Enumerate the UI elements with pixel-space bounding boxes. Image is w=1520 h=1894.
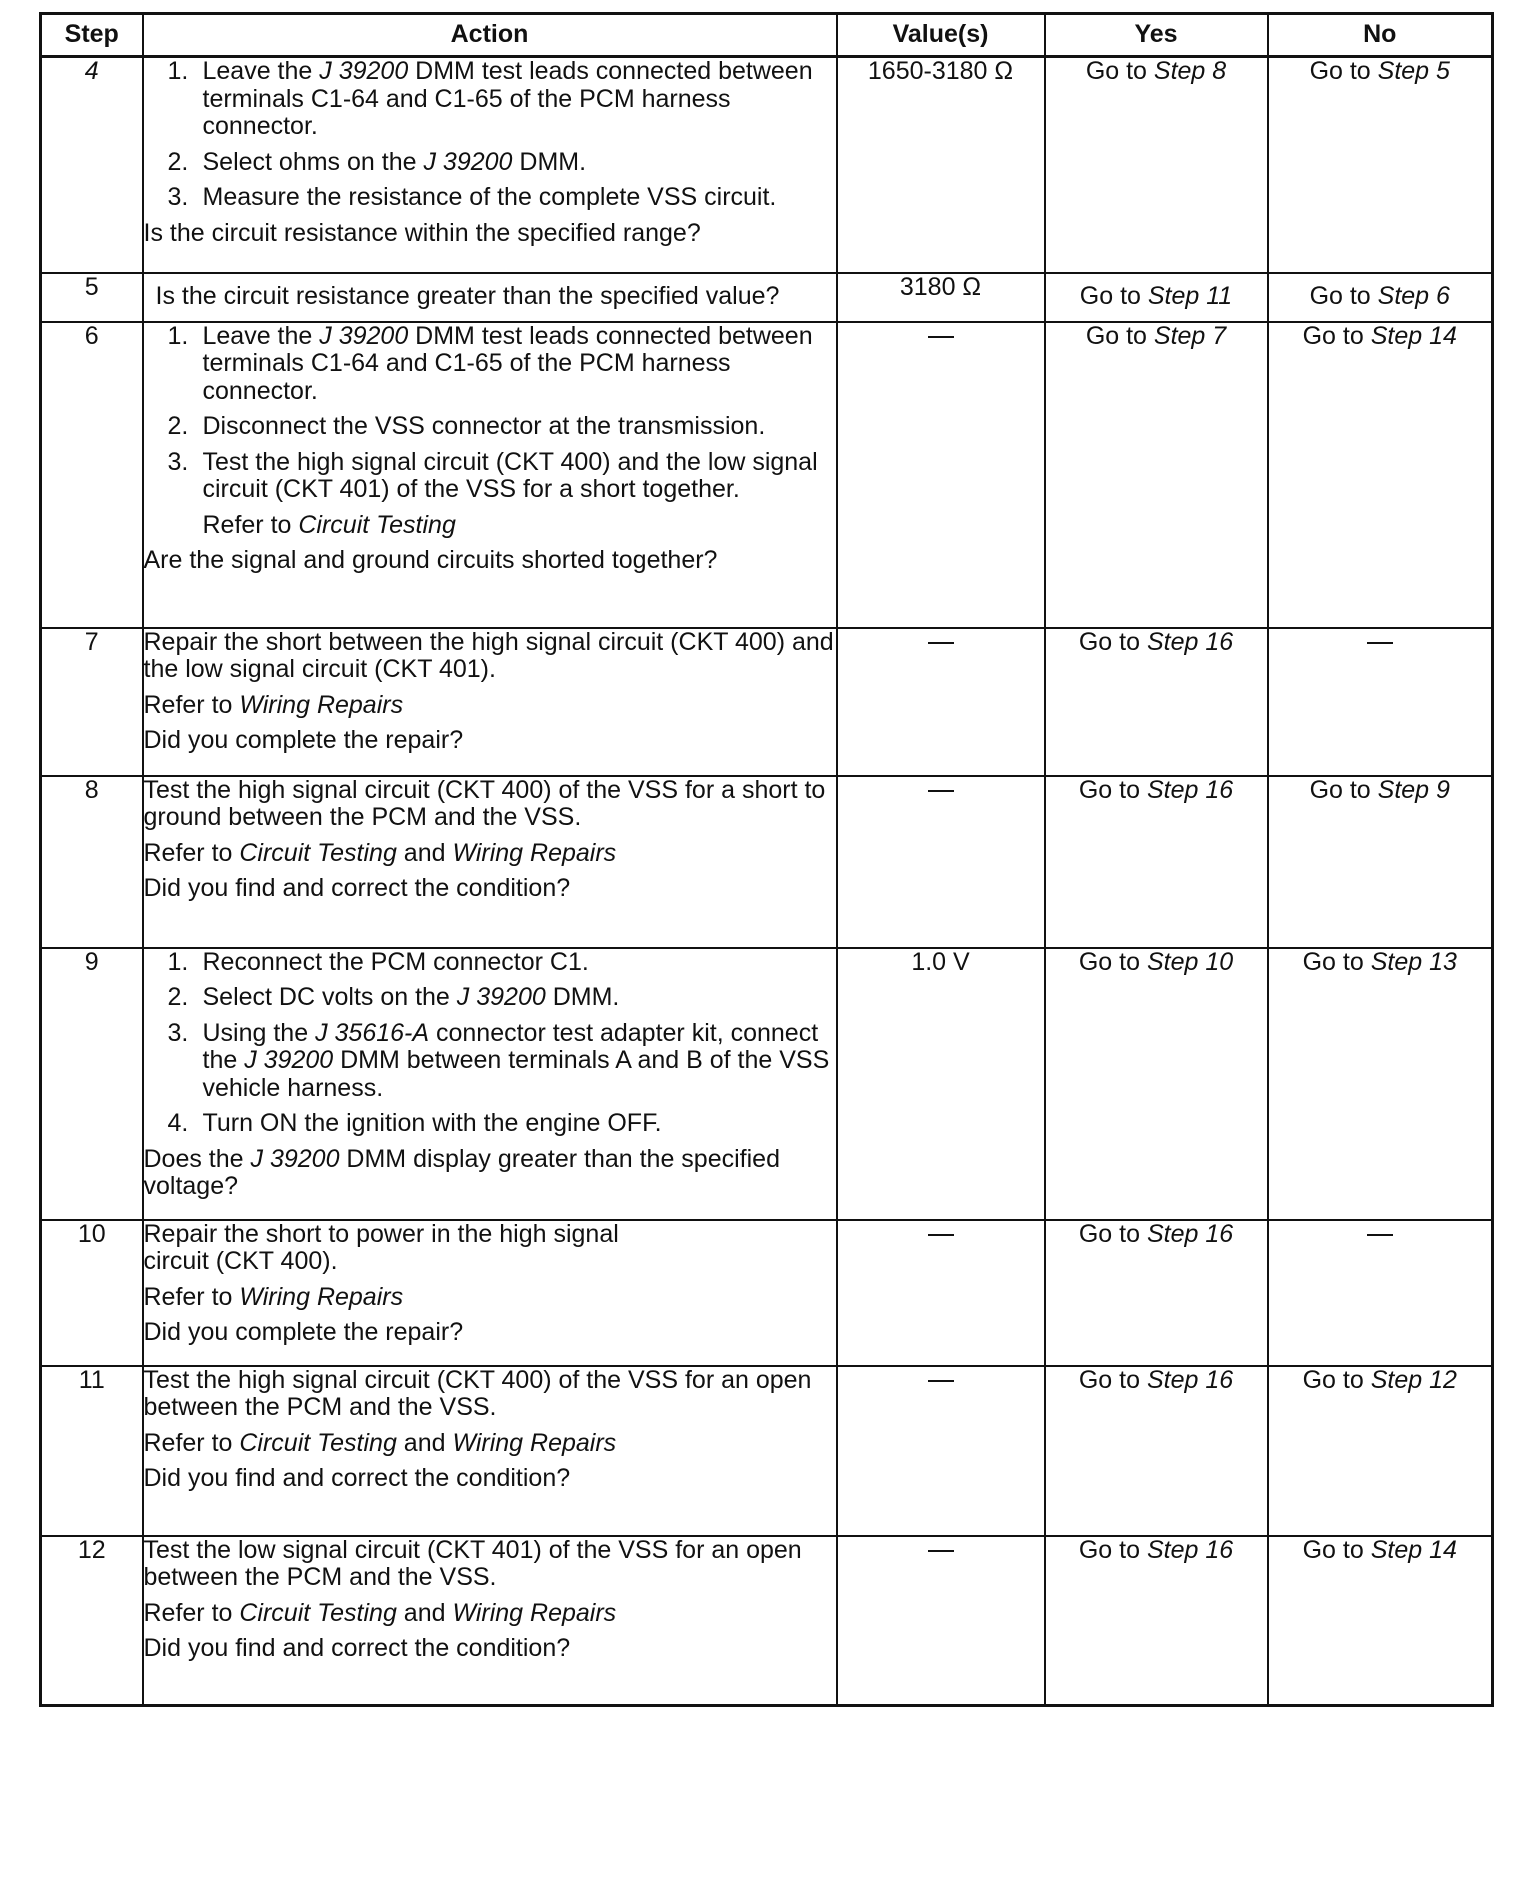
diagnostic-table	[39, 12, 1494, 1707]
value-cell: 3180 Ω	[837, 273, 1045, 322]
value-cell	[837, 322, 1045, 628]
header-values: Value(s)	[837, 14, 1045, 57]
yes-cell: Go to Step 16	[1045, 1536, 1268, 1706]
list-item: 3. Test the high signal circuit (CKT 400) and the low signal circuit (CKT 401) of the VSS for a short together.	[167, 447, 818, 503]
value-cell: 1.0 V	[837, 948, 1045, 1220]
value-cell	[837, 776, 1045, 948]
question: Did you find and correct the condition?	[143, 1634, 571, 1662]
refer-line: Refer to Wiring Repairs	[143, 1282, 404, 1311]
action-cell	[143, 1366, 837, 1536]
step-number: 8	[41, 776, 143, 948]
dash-icon	[928, 1234, 954, 1236]
table-row	[41, 1366, 1493, 1536]
step-number: 11	[41, 1366, 143, 1536]
action-cell	[143, 1220, 837, 1366]
question: Did you find and correct the condition?	[143, 1464, 571, 1492]
no-cell: Go to Step 12	[1268, 1366, 1493, 1536]
dash-icon	[1367, 1234, 1393, 1236]
list-item: 2. Disconnect the VSS connector at the transmission.	[167, 412, 766, 440]
step-number: 9	[41, 948, 143, 1220]
step-number: 10	[41, 1220, 143, 1366]
step-number: 12	[41, 1536, 143, 1706]
yes-cell: Go to Step 8	[1045, 57, 1268, 273]
table-row	[41, 776, 1493, 948]
dash-icon	[928, 1550, 954, 1552]
table-row	[41, 1220, 1493, 1366]
action-cell	[143, 948, 837, 1220]
dash-icon	[928, 1380, 954, 1382]
value-cell: 1650-3180 Ω	[837, 57, 1045, 273]
yes-cell: Go to Step 10	[1045, 948, 1268, 1220]
question: Did you find and correct the condition?	[143, 874, 571, 902]
dash-icon	[928, 642, 954, 644]
table-row	[41, 57, 1493, 273]
header-yes: Yes	[1045, 14, 1268, 57]
list-item: 4. Turn ON the ignition with the engine OFF.	[167, 1109, 662, 1137]
no-cell: Go to Step 13	[1268, 948, 1493, 1220]
step-number: 5	[41, 273, 143, 322]
table-row	[41, 948, 1493, 1220]
list-item: 3. Using the J 35616-A connector test adapter kit, connect the J 39200 DMM between terminals A and B of the VSS vehicle harness.	[167, 1018, 830, 1102]
list-item: 2. Select ohms on the J 39200 DMM.	[167, 147, 587, 176]
list-item: 2. Select DC volts on the J 39200 DMM.	[167, 983, 620, 1011]
question: Did you complete the repair?	[143, 1318, 464, 1346]
action-text: Repair the short between the high signal circuit (CKT 400) and the low signal circuit (CKT 401).	[143, 627, 834, 683]
question: Are the signal and ground circuits shorted together?	[143, 546, 718, 574]
refer-line: Refer to Circuit Testing and Wiring Repairs	[143, 838, 617, 867]
action-cell	[143, 322, 837, 628]
no-cell	[1268, 1220, 1493, 1366]
action-text: circuit (CKT 400).	[143, 1247, 338, 1275]
action-text: Test the high signal circuit (CKT 400) of the VSS for a short to ground between the PCM and the VSS.	[143, 775, 826, 831]
action-text: Repair the short to power in the high signal	[143, 1219, 619, 1248]
header-action: Action	[143, 14, 837, 57]
table-row	[41, 1536, 1493, 1706]
step-number: 4	[41, 57, 143, 273]
no-cell	[1268, 628, 1493, 776]
header-step: Step	[41, 14, 143, 57]
question: Does the J 39200 DMM display greater than the specified voltage?	[143, 1144, 780, 1200]
step-number: 7	[41, 628, 143, 776]
value-cell	[837, 1366, 1045, 1536]
dash-icon	[928, 790, 954, 792]
value-cell	[837, 1536, 1045, 1706]
refer-line: Refer to Circuit Testing and Wiring Repairs	[143, 1598, 617, 1627]
action-cell	[143, 57, 837, 273]
list-item: 1. Leave the J 39200 DMM test leads connected between terminals C1-64 and C1-65 of the PCM harness connector.	[167, 57, 813, 140]
refer-line: Refer to Wiring Repairs	[143, 690, 404, 719]
no-cell: Go to Step 9	[1268, 776, 1493, 948]
action-cell: Is the circuit resistance greater than the specified value?	[143, 273, 837, 322]
step-number: 6	[41, 322, 143, 628]
action-text: Test the low signal circuit (CKT 401) of the VSS for an open between the PCM and the VSS.	[143, 1535, 802, 1591]
action-text: Test the high signal circuit (CKT 400) of the VSS for an open between the PCM and the VSS.	[143, 1365, 812, 1421]
no-cell: Go to Step 5	[1268, 57, 1493, 273]
yes-cell: Go to Step 16	[1045, 1220, 1268, 1366]
list-item: 3. Measure the resistance of the complete VSS circuit.	[167, 183, 777, 211]
yes-cell: Go to Step 16	[1045, 776, 1268, 948]
action-cell	[143, 1536, 837, 1706]
value-cell	[837, 628, 1045, 776]
question: Is the circuit resistance within the specified range?	[143, 218, 701, 247]
table-row	[41, 628, 1493, 776]
value-cell	[837, 1220, 1045, 1366]
yes-cell: Go to Step 7	[1045, 322, 1268, 628]
dash-icon	[1367, 642, 1393, 644]
no-cell: Go to Step 14	[1268, 322, 1493, 628]
question: Did you complete the repair?	[143, 726, 464, 754]
action-cell	[143, 776, 837, 948]
table-row	[41, 273, 1493, 322]
action-cell	[143, 628, 837, 776]
list-item: 1. Leave the J 39200 DMM test leads connected between terminals C1-64 and C1-65 of the PCM harness connector.	[167, 321, 813, 405]
refer-line: Refer to Circuit Testing and Wiring Repairs	[143, 1428, 617, 1457]
dash-icon	[928, 336, 954, 338]
yes-cell: Go to Step 11	[1045, 273, 1268, 322]
no-cell: Go to Step 14	[1268, 1536, 1493, 1706]
header-row	[41, 14, 1493, 57]
header-no: No	[1268, 14, 1493, 57]
refer-line: Refer to Circuit Testing	[202, 510, 456, 539]
yes-cell: Go to Step 16	[1045, 1366, 1268, 1536]
yes-cell: Go to Step 16	[1045, 628, 1268, 776]
list-item: 1. Reconnect the PCM connector C1.	[167, 947, 589, 976]
table-row	[41, 322, 1493, 628]
no-cell: Go to Step 6	[1268, 273, 1493, 322]
